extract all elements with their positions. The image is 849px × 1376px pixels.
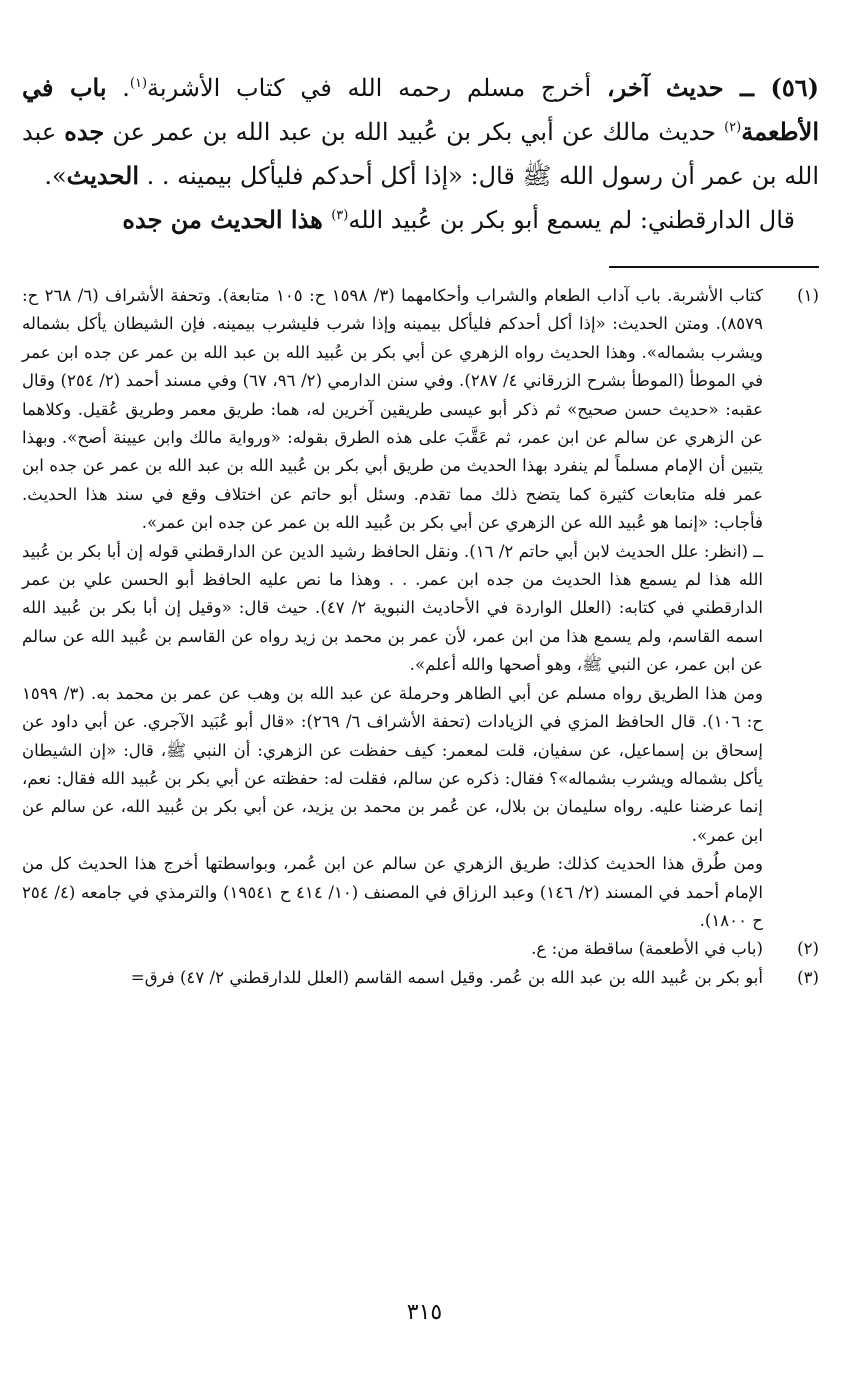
main-text-segment: . [106, 74, 130, 102]
footnote-number: (٢) [797, 939, 819, 959]
main-text-segment: أخرج مسلم رحمه الله في كتاب الأشربة [147, 74, 607, 102]
footnotes [22, 282, 819, 992]
footnote-number: (١) [797, 286, 819, 305]
hadith-heading: (٥٦) ــ حديث آخر، [606, 73, 820, 102]
footnote-ref-2[interactable]: (٢) [724, 120, 742, 135]
footnote-paragraph: أبو بكر بن عُبيد الله بن عبد الله بن عُمر. وقيل اسمه القاسم (العلل للدارقطني ٢/ ٤٧) فرق= [130, 967, 763, 987]
main-text-segment: قال الدارقطني: لم يسمع أبو بكر بن عُبيد الله [348, 206, 795, 234]
bold-word: الحديث [66, 161, 139, 190]
page-number: ٣١٥ [406, 1300, 443, 1325]
main-text [22, 66, 819, 242]
footnote-ref-3[interactable]: (٣) [331, 208, 349, 223]
footnote-paragraph: (باب في الأطعمة) ساقطة من: ع. [531, 939, 763, 959]
footnote-separator [609, 266, 819, 268]
footnote-2 [22, 935, 819, 963]
main-paragraph-1 [22, 66, 819, 198]
main-text-segment: ». [44, 162, 67, 190]
footnote-1 [22, 282, 819, 935]
footnote-number: (٣) [797, 967, 819, 987]
footnote-3 [22, 964, 819, 992]
footnote-paragraph: كتاب الأشربة. باب آداب الطعام والشراب وأحكامهما (٣/ ١٥٩٨ ح: ١٠٥ متابعة). وتحفة الأشراف (٦/ ٢٦٨ ح: ٨٥٧٩). ومتن الحديث: «إذا أكل أحدكم فليأكل بيمينه وإذا شرب فليشرب بيمينه. فإن الشيطان يأكل بشماله ويشرب بشماله». وهذا الحديث رواه الزهري عن أبي بكر بن عُبيد الله بن عبد الله بن عمر عن جده ابن عمر في الموطأ (الموطأ بشرح الزرقاني ٤/ ٢٨٧). وفي سنن الدارمي (٢/ ٩٦، ٦٧) وفي مسند أحمد (٢/ ٢٥٤) وقال عقبه: «حديث حسن صحيح» ثم ذكر أبو عيسى طريقين آخرين له، هما: طريق معمر وطريق عُقيل. وكلاهما عن الزهري عن سالم عن ابن عمر، ثم عَقَّبَ على هذه الطرق بقوله: «ورواية مالك وابن عيينة أصح». وبهذا يتبين أن الإمام مسلماً لم ينفرد بهذا الحديث من طريق أبي بكر بن عُبيد الله بن عبد الله بن عمر عن جده ابن عمر فله متابعات كثيرة كما يتضح ذلك مما تقدم. وسئل أبو حاتم عن اختلاف وقع في سند هذا الحديث. فأجاب: «إنما هو عُبيد الله عن الزهري عن أبي بكر بن عُبيد الله بن عمر عن جده ابن عمر». [22, 286, 764, 533]
footnote-paragraph: ومن هذا الطريق رواه مسلم عن أبي الطاهر وحرملة عن عبد الله بن وهب عن عمر بن محمد به. (٣/ ١٥٩٩ ح: ١٠٦). قال الحافظ المزي في الزيادات (تحفة الأشراف ٦/ ٢٦٩): «قال أبو عُبَيد الآجري. عن أبي داود عن إسحاق بن إسماعيل، عن سفيان، قلت لمعمر: كيف حفظت عن الزهري: أن النبي ﷺ، قال: «إن الشيطان يأكل بشماله ويشرب بشماله»؟ فقال: ذكره عن سالم، فقلت له: حفظته عن أبي بكر بن عُبيد الله فقال: نعم، إنما عرضنا عليه. رواه سليمان بن بلال، عن عُمر بن محمد بن يزيد، عن أبي بكر بن عُبيد الله، عن سالم عن ابن عمر». [22, 683, 763, 845]
chapter-title: باب في الأطعمة [22, 73, 819, 146]
footnote-paragraph: ــ (انظر: علل الحديث لابن أبي حاتم ٢/ ١٦). ونقل الحافظ رشيد الدين عن الدارقطني قوله إن أبا بكر بن عُبيد الله هذا لم يسمع هذا الحديث من جده ابن عمر. . . وهذا ما نص عليه الحافظ أبو الحسن علي بن عمر الدارقطني في كتابه: (العلل الواردة في الأحاديث النبوية ٢/ ٤٧). حيث قال: «وقيل إن أبا بكر بن عُبيد الله اسمه القاسم، ولم يسمع هذا من ابن عمر، لأن عمر بن محمد بن زيد رواه عن القاسم بن عُبيد الله عن سالم عن ابن عمر، عن النبي ﷺ، وهو أصحها والله أعلم». [22, 541, 763, 675]
main-text-segment: حديث مالك عن أبي بكر بن عُبيد الله بن عبد الله بن عمر عن [104, 118, 725, 146]
main-text-segment: عبد الله بن عمر أن رسول الله ﷺ قال: «إذا أكل أحدكم فليأكل بيمينه . . [22, 118, 819, 190]
footnote-paragraph: ومن طُرق هذا الحديث كذلك: طريق الزهري عن سالم عن ابن عُمر، وبواسطتها أخرج هذا الحديث كل من الإمام أحمد في المسند (٢/ ١٤٦) وعبد الرزاق في المصنف (١٠/ ٤١٤ ح ١٩٥٤١) والترمذي في جامعه (٤/ ٢٥٤ ح ١٨٠٠). [22, 854, 763, 930]
bold-word: جده [64, 117, 105, 146]
bold-phrase: هذا الحديث من جده [122, 205, 332, 234]
main-paragraph-2 [22, 198, 819, 242]
footnote-ref-1[interactable]: (١) [129, 76, 148, 91]
